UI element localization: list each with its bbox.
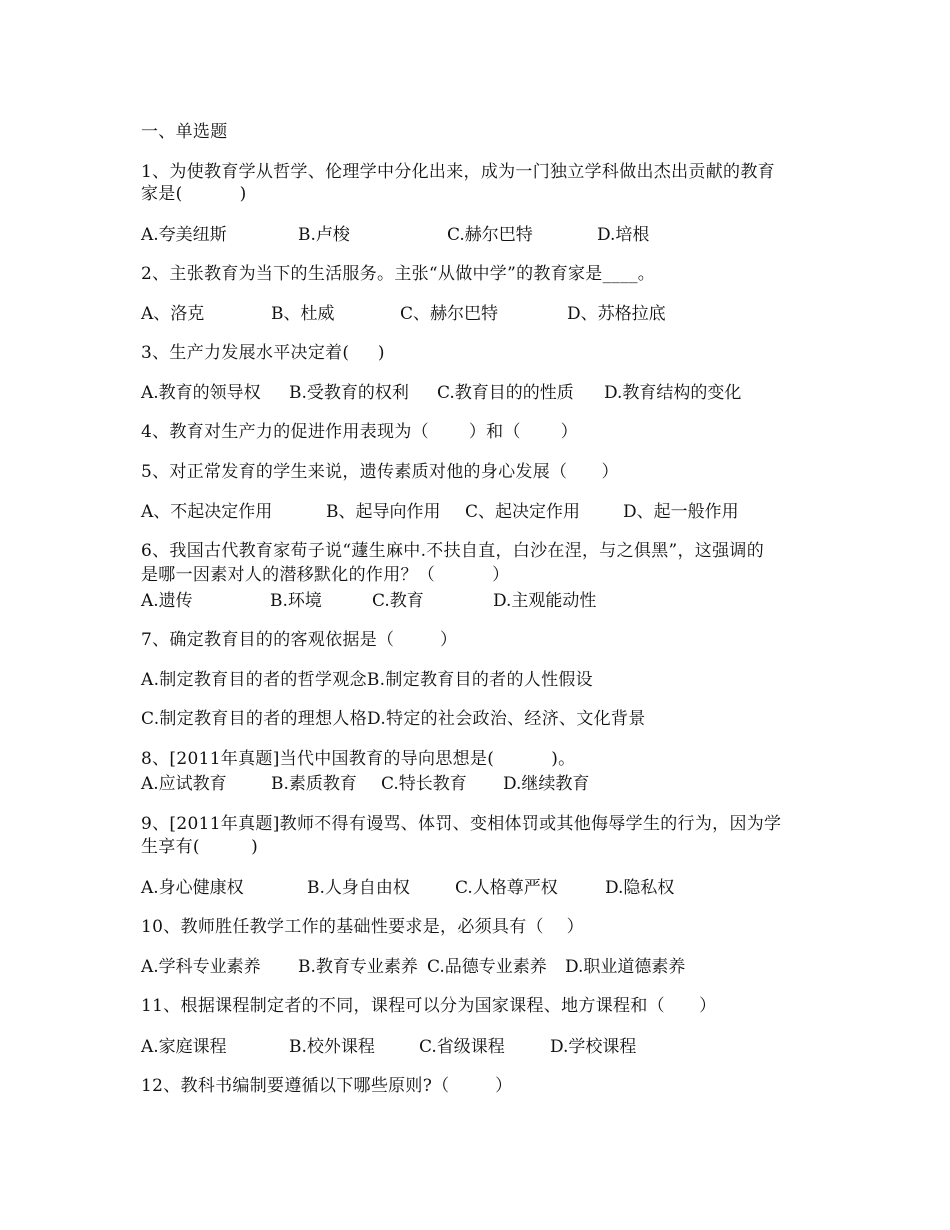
option-c: C.特长教育 <box>381 774 467 794</box>
question-11-stem: 11、根据课程制定者的不同，课程可以分为国家课程、地方课程和（ ） <box>141 996 717 1016</box>
option-a: A.夸美纽斯 <box>141 225 227 245</box>
option-d: D、苏格拉底 <box>567 304 666 324</box>
question-10-stem: 10、教师胜任教学工作的基础性要求是，必须具有（ ） <box>141 917 584 937</box>
option-c: C.教育 <box>372 591 424 611</box>
section-title: 一、单选题 <box>141 122 228 142</box>
option-a: A、洛克 <box>141 304 205 324</box>
question-3-stem: 3、生产力发展水平决定着( ) <box>141 343 385 363</box>
option-d: D.隐私权 <box>605 878 675 898</box>
question-6-stem-line-2: 是哪一因素对人的潜移默化的作用？（ ） <box>141 565 510 585</box>
option-b: B.校外课程 <box>289 1037 375 1057</box>
option-d: D.职业道德素养 <box>565 957 686 977</box>
option-b: B.素质教育 <box>271 774 357 794</box>
option-b: B、杜威 <box>271 304 335 324</box>
option-d: D、起一般作用 <box>623 502 739 522</box>
question-7-options-line-1: A.制定教育目的者的哲学观念B.制定教育目的者的人性假设 <box>141 670 593 690</box>
option-c: C.品德专业素养 <box>427 957 547 977</box>
question-6-stem-line-1: 6、我国古代教育家荀子说“蘧生麻中.不扶自直，白沙在涅，与之俱黑”，这强调的 <box>141 541 764 561</box>
option-a: A.教育的领导权 <box>141 383 261 403</box>
option-b: B.人身自由权 <box>307 878 410 898</box>
option-a: A.学科专业素养 <box>141 957 261 977</box>
option-b: B.环境 <box>270 591 322 611</box>
option-a: A、不起决定作用 <box>141 502 273 522</box>
option-d: D.继续教育 <box>503 774 590 794</box>
option-a: A.身心健康权 <box>141 878 244 898</box>
question-7-stem: 7、确定教育目的的客观依据是（ ） <box>141 630 458 650</box>
option-c: C、起决定作用 <box>465 502 581 522</box>
option-a: A.遗传 <box>141 591 193 611</box>
option-b: B.卢梭 <box>298 225 350 245</box>
option-c: C、赫尔巴特 <box>400 304 499 324</box>
option-b: B.教育专业素养 <box>298 957 418 977</box>
question-1-stem-line-2: 家是( ) <box>141 184 247 204</box>
option-d: D.主观能动性 <box>493 591 597 611</box>
question-8-stem: 8、[2011年真题]当代中国教育的导向思想是( )。 <box>141 749 576 769</box>
question-4-stem: 4、教育对生产力的促进作用表现为（ ）和（ ） <box>141 422 578 442</box>
option-c: C.省级课程 <box>419 1037 505 1057</box>
question-9-stem-line-2: 生享有( ) <box>141 837 259 857</box>
question-12-stem: 12、教科书编制要遵循以下哪些原则?（ ） <box>141 1076 513 1096</box>
option-a: A.应试教育 <box>141 774 227 794</box>
option-b: B.受教育的权利 <box>289 383 409 403</box>
question-5-stem: 5、对正常发育的学生来说，遗传素质对他的身心发展（ ） <box>141 462 619 482</box>
option-b: B、起导向作用 <box>326 502 441 522</box>
question-9-stem-line-1: 9、[2011年真题]教师不得有谩骂、体罚、变相体罚或其他侮辱学生的行为，因为学 <box>141 814 782 834</box>
question-2-stem: 2、主张教育为当下的生活服务。主张“从做中学”的教育家是____。 <box>141 264 656 284</box>
option-a: A.家庭课程 <box>141 1037 227 1057</box>
question-1-stem-line-1: 1、为使教育学从哲学、伦理学中分化出来，成为一门独立学科做出杰出贡献的教育 <box>141 162 775 182</box>
option-d: D.教育结构的变化 <box>604 383 742 403</box>
option-c: C.人格尊严权 <box>455 878 558 898</box>
option-d: D.学校课程 <box>550 1037 637 1057</box>
question-7-options-line-2: C.制定教育目的者的理想人格D.特定的社会政治、经济、文化背景 <box>141 709 646 729</box>
option-c: C.教育目的的性质 <box>437 383 574 403</box>
option-d: D.培根 <box>597 225 650 245</box>
option-c: C.赫尔巴特 <box>447 225 533 245</box>
